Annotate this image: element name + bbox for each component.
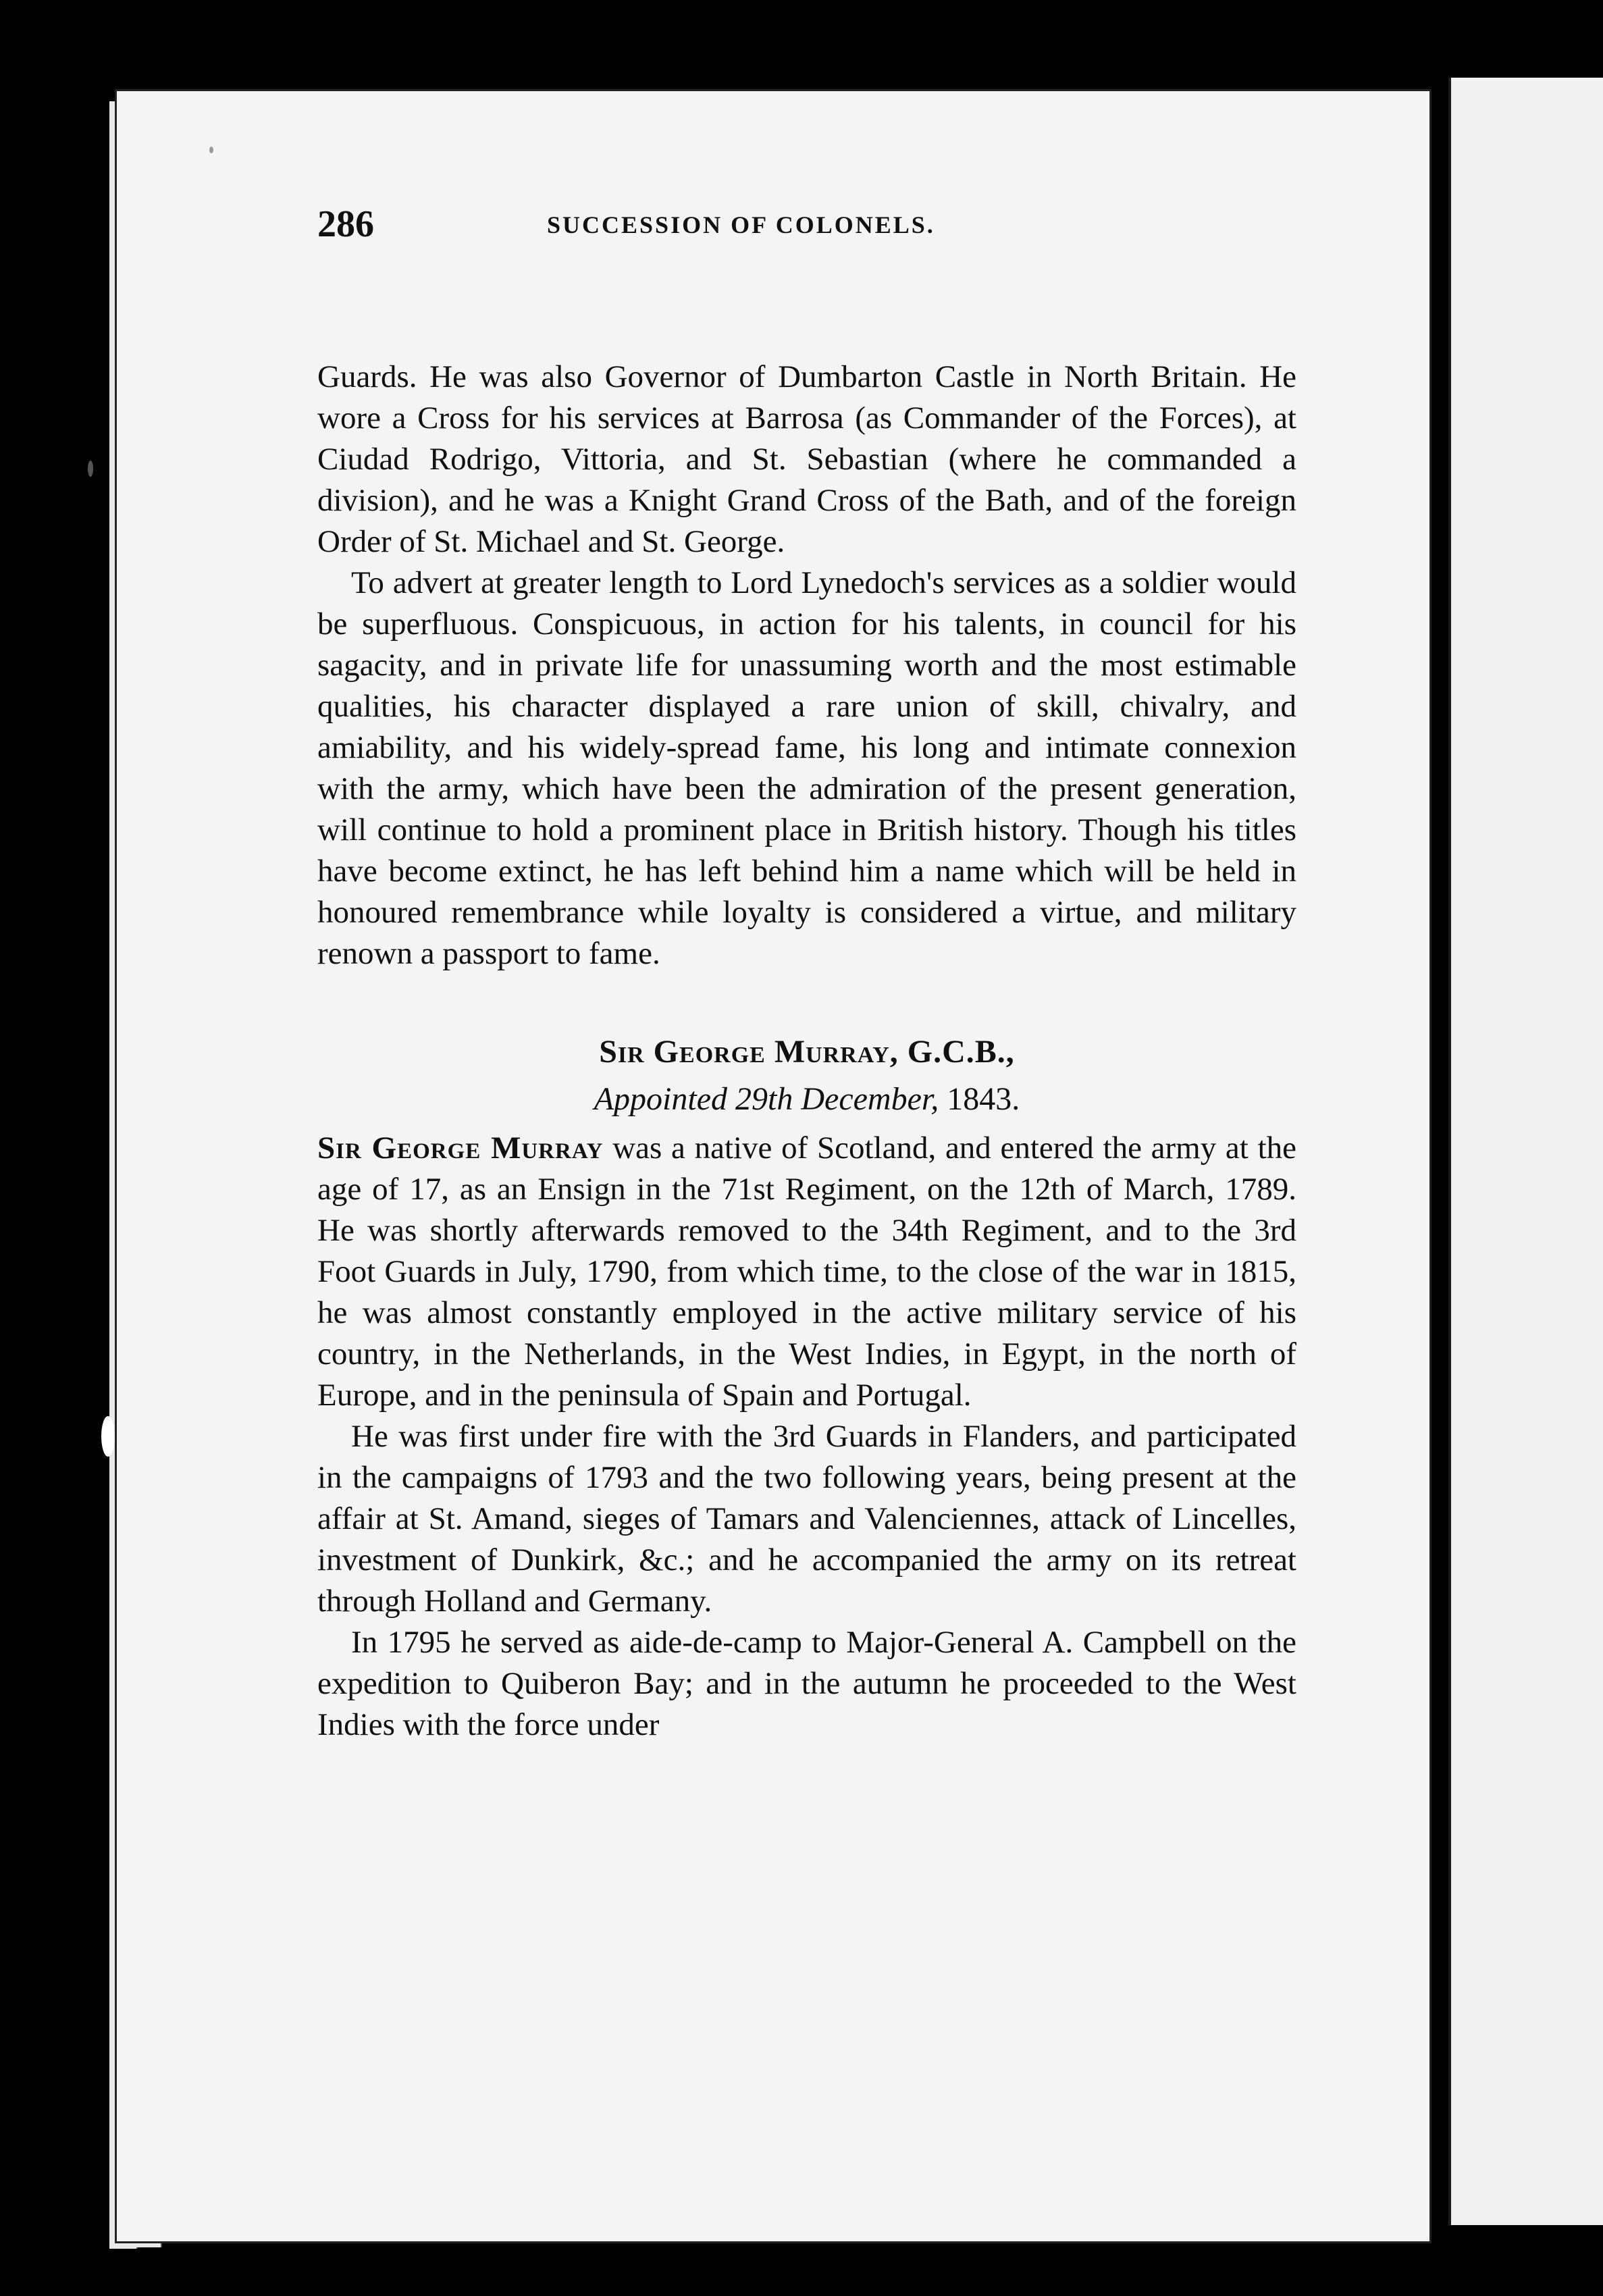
lead-name: Sir George Murray bbox=[317, 1130, 604, 1166]
running-head: SUCCESSION OF COLONELS. bbox=[547, 211, 935, 238]
section-heading-appointed bbox=[317, 1080, 1296, 1118]
page-number: 286 bbox=[317, 203, 374, 245]
scan-speck bbox=[101, 1416, 115, 1457]
text-block-bottom bbox=[317, 1128, 1296, 1746]
paragraph-1795: In 1795 he served as aide-de-camp to Major-General A. Campbell on the expedition to Quiberon Bay; and in the autumn he proceeded to the West Indies with the force under bbox=[317, 1625, 1296, 1742]
paragraph-continuation: Guards. He was also Governor of Dumbarton Castle in North Britain. He wore a Cross for his services at Barrosa (as Commander of the Forces), at Ciudad Rodrigo, Vittoria, and St. Sebastian (where he commanded a division), and he was a Knight Grand Cross of the Bath, and of the foreign Order of St. Michael and St. George. bbox=[317, 359, 1296, 559]
scan-speck bbox=[209, 147, 213, 153]
page-header bbox=[317, 203, 1310, 257]
appointed-italic: Appointed 29th December, bbox=[594, 1081, 939, 1117]
scan-speck bbox=[88, 461, 93, 477]
paragraph-lynedoch: To advert at greater length to Lord Lynedoch's services as a soldier would be superfluous. Conspicuous, in action for his talents, in council for his sagacity, and in private life for unassuming worth and the most estimable qualities, his character displayed a rare union of skill, chivalry, and amiability, and his widely-spread fame, his long and intimate connexion with the army, which have been the admiration of the present generation, will continue to hold a prominent place in British history. Though his titles have become extinct, he has left behind him a name which will be held in honoured remembrance while loyalty is considered a virtue, and military renown a passport to fame. bbox=[317, 565, 1296, 971]
section-heading-name: Sir George Murray, G.C.B., bbox=[599, 1034, 1015, 1070]
paragraph-flanders: He was first under fire with the 3rd Guards in Flanders, and participated in the campaigns of 1793 and the two following years, being present at the affair at St. Amand, sieges of Tamars and Valenciennes, attack of Lincelles, investment of Dunkirk, &c.; and he accompanied the army on its retreat through Holland and Germany. bbox=[317, 1419, 1296, 1619]
paragraph-murray-intro bbox=[317, 1128, 1296, 1416]
adjacent-page-edge bbox=[1448, 78, 1603, 2225]
appointed-year: 1843. bbox=[939, 1081, 1020, 1117]
paragraph-murray-intro-text: was a native of Scotland, and entered the army at the age of 17, as an Ensign in the 71st Regiment, on the 12th of March, 1789. He was shortly afterwards removed to the 34th Regiment, and to the 3rd Foot Guards in July, 1790, from which time, to the close of the war in 1815, he was almost constantly employed in the active military service of his country, in the Netherlands, in the West Indies, in Egypt, in the north of Europe, and in the peninsula of Spain and Portugal. bbox=[317, 1130, 1296, 1413]
text-block-top bbox=[317, 357, 1296, 974]
